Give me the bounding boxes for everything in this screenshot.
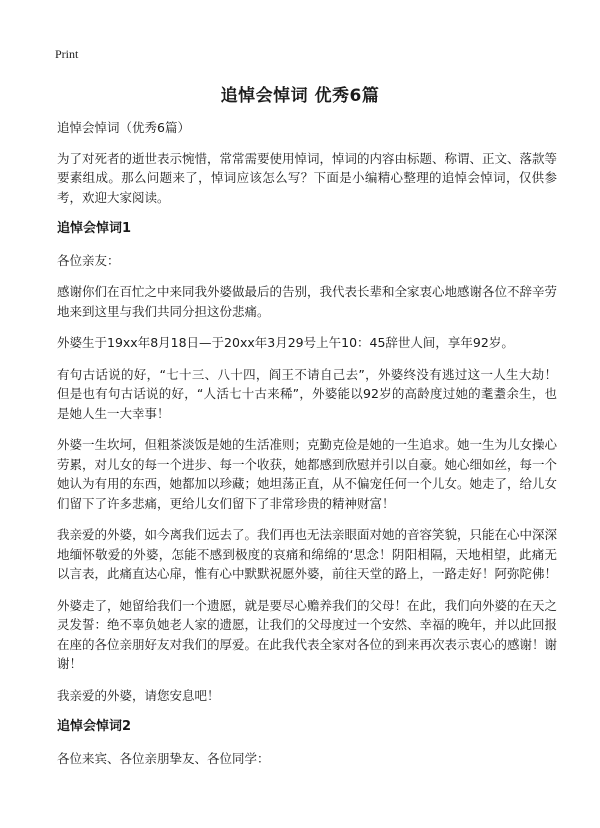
page-title: 追悼会悼词 优秀6篇: [220, 86, 380, 106]
paragraph: 有句古话说的好，“七十三、八十四，阎王不请自己去”，外婆终没有逃过这一人生大劫！但是也有句古话说的好，“人活七十古来稀”，外婆能以92岁的高龄度过她的耄耋余生，也是她人生一大幸事！: [57, 366, 557, 421]
print-label: Print: [55, 47, 79, 61]
paragraph: 我亲爱的外婆，请您安息吧！: [57, 687, 220, 703]
section-heading-1: 追悼会悼词1: [57, 221, 132, 236]
intro-paragraph: 为了对死者的逝世表示惋惜，常常需要使用悼词，悼词的内容由标题、称谓、正文、落款等要素组成。那么问题来了，悼词应该怎么写？下面是小编精心整理的追悼会悼词，仅供参考，欢迎大家阅读。: [57, 150, 558, 205]
paragraph: 我亲爱的外婆，如今离我们远去了。我们再也无法亲眼面对她的音容笑貌，只能在心中深深地缅怀敬爱的外婆，怎能不感到极度的哀痛和绵绵的‘思念！阴阳相隔，天地相望，此痛无以言表，此痛直达心扉，惟有心中默默祝愿外婆，前往天堂的路上，一路走好！阿弥陀佛！: [57, 527, 558, 581]
section-heading-2: 追悼会悼词2: [57, 719, 132, 734]
paragraph: 各位亲友：: [57, 252, 120, 268]
document-body: [57, 118, 557, 780]
paragraph: 外婆一生坎坷，但粗茶淡饭是她的生活准则；克勤克俭是她的一生追求。她一生为儿女操心劳累，对儿女的每一个进步、每一个收获，她都感到欣慰并引以自豪。她心细如丝，每一个她认为有用的东西，她都加以珍藏；她坦荡正直，从不偏宠任何一个儿女。她走了，给儿女们留下了许多悲痛，更给儿女们留下了非常珍贵的精神财富！: [57, 437, 558, 511]
subtitle: 追悼会悼词（优秀6篇）: [57, 120, 190, 135]
paragraph: 感谢你们在百忙之中来同我外婆做最后的告别，我代表长辈和全家衷心地感谢各位不辞辛劳地来到这里与我们共同分担这份悲痛。: [57, 284, 558, 319]
paragraph: 外婆走了，她留给我们一个遗愿，就是要尽心赡养我们的父母！在此，我们向外婆的在天之灵发誓：绝不辜负她老人家的遗愿，让我们的父母度过一个安然、幸福的晚年，并以此回报在座的各位亲朋好友对我们的厚爱。在此我代表全家对各位的到来再次表示衷心的感谢！谢谢！: [57, 597, 558, 671]
paragraph: 外婆生于19xx年8月18日—于20xx年3月29号上午10：45辞世人间，享年92岁。: [57, 335, 514, 350]
paragraph: 各位来宾、各位亲朋挚友、各位同学：: [57, 750, 270, 766]
